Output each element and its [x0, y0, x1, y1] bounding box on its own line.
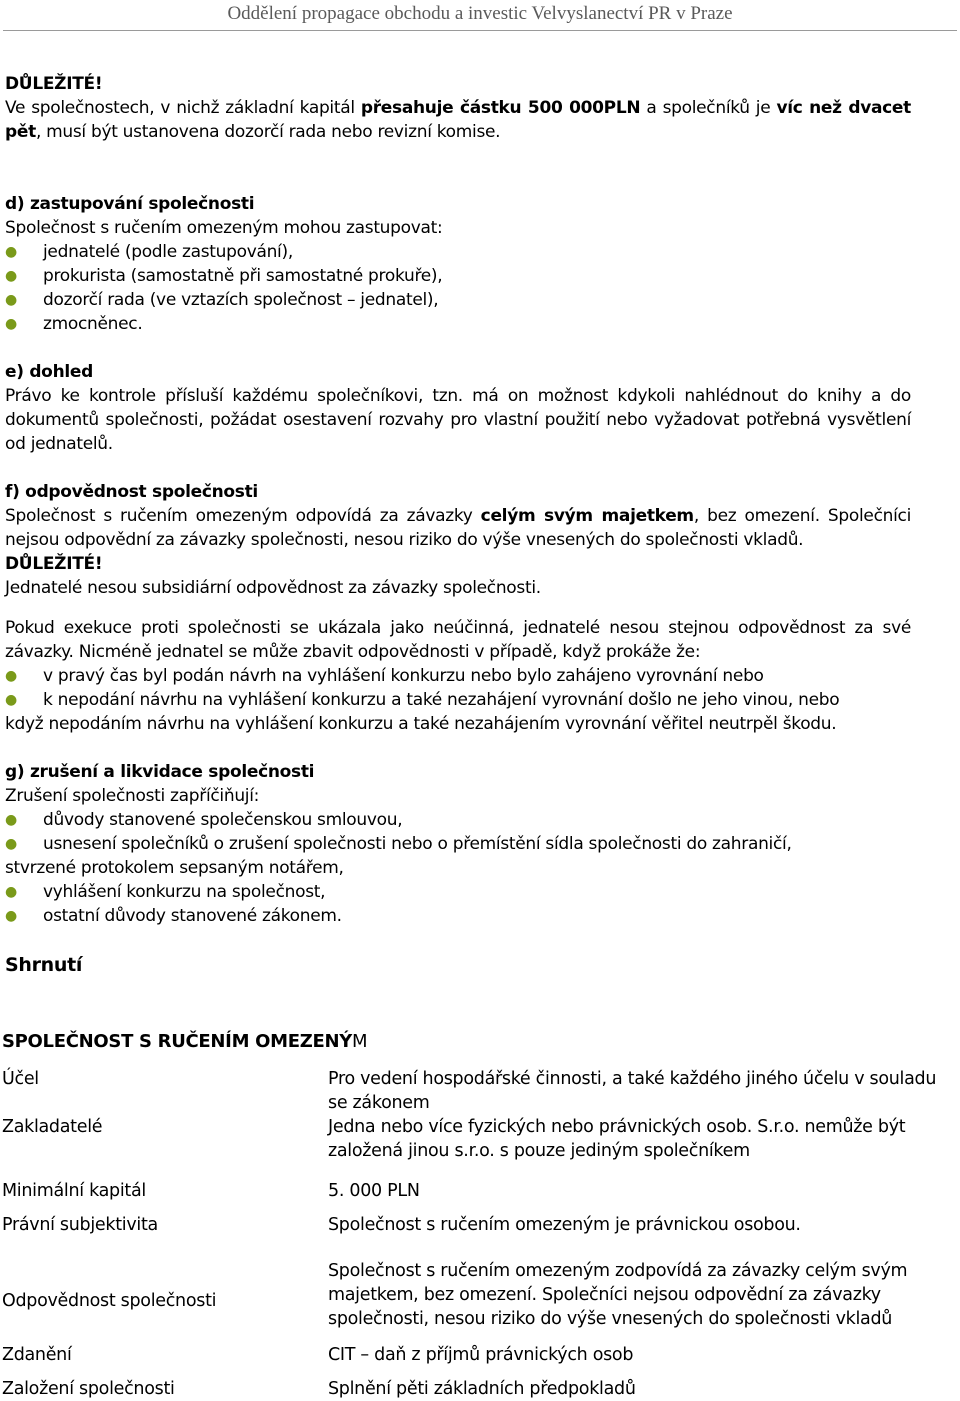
bullet-icon: ●	[5, 268, 17, 284]
important-label: DŮLEŽITÉ!	[5, 554, 103, 574]
list-item-text: vyhlášení konkurzu na společnost,	[43, 882, 326, 902]
document-body	[5, 72, 911, 978]
list-item-text: prokurista (samostatně při samostatné prokuře),	[43, 266, 443, 286]
section-d-title: d) zastupování společnosti	[5, 194, 255, 214]
bullet-icon: ●	[5, 908, 17, 924]
text-run: a společníků je	[640, 98, 777, 118]
section-f-para2: Pokud exekuce proti společnosti se ukázala jako neúčinná, jednatelé nesou stejnou odpovědnost za své závazky. Nicméně jednatel se může zbavit odpovědnosti v případě, když prokáže že:	[5, 618, 911, 662]
text-run: , musí být ustanovena dozorčí rada nebo revizní komise.	[35, 122, 501, 142]
list-item-text: k nepodání návrhu na vyhlášení konkurzu a také nezahájení vyrovnání došlo ne jeho vinou, nebo	[43, 690, 840, 710]
section-d-list	[5, 240, 911, 336]
list-item-text: zmocněnec.	[43, 314, 143, 334]
important-label: DŮLEŽITÉ!	[5, 74, 103, 94]
section-g-list-2	[5, 880, 911, 928]
summary-title-rest: M	[352, 1031, 368, 1052]
list-item	[5, 688, 911, 712]
bullet-icon: ●	[5, 244, 17, 260]
list-item	[5, 832, 911, 856]
bullet-icon: ●	[5, 316, 17, 332]
list-item-text: ostatní důvody stanovené zákonem.	[43, 906, 342, 926]
section-g-list	[5, 808, 911, 856]
summary-label-zalozeni: Založení společnosti	[2, 1379, 175, 1399]
bold-run: celým svým majetkem	[480, 506, 694, 526]
summary-label-odpovednost: Odpovědnost společnosti	[2, 1291, 217, 1311]
list-item	[5, 264, 911, 288]
summary-heading: Shrnutí	[5, 954, 83, 976]
summary-title	[2, 1030, 367, 1054]
text-run: , bez omezení. Společníci nejsou odpovědní za závazky společnosti, nesou riziko do výše vnesených do společnosti vkladů.	[5, 506, 912, 550]
summary-label-zakladatele: Zakladatelé	[2, 1117, 103, 1137]
list-item-text: usnesení společníků o zrušení společnosti nebo o přemístění sídla společnosti do zahraničí,	[43, 834, 792, 854]
summary-title-bold: SPOLEČNOST S RUČENÍM OMEZENÝ	[2, 1031, 353, 1052]
text-run: Ve společnostech, v nichž základní kapitál	[5, 98, 361, 118]
list-item	[5, 240, 911, 264]
important-text: Jednatelé nesou subsidiární odpovědnost za závazky společnosti.	[5, 578, 541, 598]
summary-value-zdaneni: CIT – daň z příjmů právnických osob	[328, 1345, 634, 1365]
header-divider	[3, 30, 957, 31]
summary-value-zakladatele: Jedna nebo více fyzických nebo právnických osob. S.r.o. nemůže být založená jinou s.r.o. s pouze jediným společníkem	[328, 1117, 906, 1161]
bold-run: víc než dvacet pět	[5, 98, 911, 142]
section-f-text	[5, 504, 911, 552]
bullet-icon: ●	[5, 884, 17, 900]
section-f-tail: když nepodáním návrhu na vyhlášení konkurzu a také nezahájením vyrovnání věřitel neutrpěl škodu.	[5, 714, 837, 734]
list-item	[5, 664, 911, 688]
list-item	[5, 880, 911, 904]
bold-run: přesahuje částku 500 000PLN	[360, 98, 641, 118]
section-g-title: g) zrušení a likvidace společnosti	[5, 762, 315, 782]
list-item-text: jednatelé (podle zastupování),	[43, 242, 293, 262]
summary-value-kapital: 5. 000 PLN	[328, 1181, 420, 1201]
text-run: Společnost s ručením omezeným odpovídá za závazky	[5, 506, 481, 526]
section-g-intro: Zrušení společnosti zapříčiňují:	[5, 786, 260, 806]
section-f-title: f) odpovědnost společnosti	[5, 482, 258, 502]
section-d-intro: Společnost s ručením omezeným mohou zastupovat:	[5, 218, 443, 238]
list-item	[5, 808, 911, 832]
bullet-icon: ●	[5, 668, 17, 684]
list-item-text: důvody stanovené společenskou smlouvou,	[43, 810, 403, 830]
summary-value-zalozeni: Splnění pěti základních předpokladů	[328, 1379, 636, 1399]
summary-label-kapital: Minimální kapitál	[2, 1181, 146, 1201]
section-g-cont: stvrzené protokolem sepsaným notářem,	[5, 858, 344, 878]
summary-label-subjektivita: Právní subjektivita	[2, 1215, 158, 1235]
section-e-text: Právo ke kontrole přísluší každému společníkovi, tzn. má on možnost kdykoli nahlédnout do knihy a do dokumentů společnosti, požádat osestavení rozvahy pro vlastní použití nebo vyžadovat potřebná vysvětlení od jednatelů.	[5, 386, 911, 454]
summary-label-ucel: Účel	[2, 1069, 39, 1089]
list-item	[5, 312, 911, 336]
summary-value-subjektivita: Společnost s ručením omezeným je právnickou osobou.	[328, 1215, 801, 1235]
page-header: Oddělení propagace obchodu a investic Velvyslanectví PR v Praze	[227, 3, 733, 24]
list-item-text: dozorčí rada (ve vztazích společnost – jednatel),	[43, 290, 439, 310]
important-paragraph	[5, 96, 911, 144]
bullet-icon: ●	[5, 692, 17, 708]
section-f-list	[5, 664, 911, 712]
bullet-icon: ●	[5, 812, 17, 828]
list-item-text: v pravý čas byl podán návrh na vyhlášení konkurzu nebo bylo zahájeno vyrovnání nebo	[43, 666, 764, 686]
list-item	[5, 288, 911, 312]
summary-label-zdaneni: Zdanění	[2, 1345, 72, 1365]
bullet-icon: ●	[5, 292, 17, 308]
summary-value-ucel: Pro vedení hospodářské činnosti, a také každého jiného účelu v souladu se zákonem	[328, 1069, 937, 1113]
section-e-title: e) dohled	[5, 362, 93, 382]
bullet-icon: ●	[5, 836, 17, 852]
summary-value-odpovednost: Společnost s ručením omezeným zodpovídá za závazky celým svým majetkem, bez omezení. Společníci nejsou odpovědní za závazky společnosti, nesou riziko do výše vnesených do společnosti vkladů	[328, 1261, 908, 1329]
list-item	[5, 904, 911, 928]
